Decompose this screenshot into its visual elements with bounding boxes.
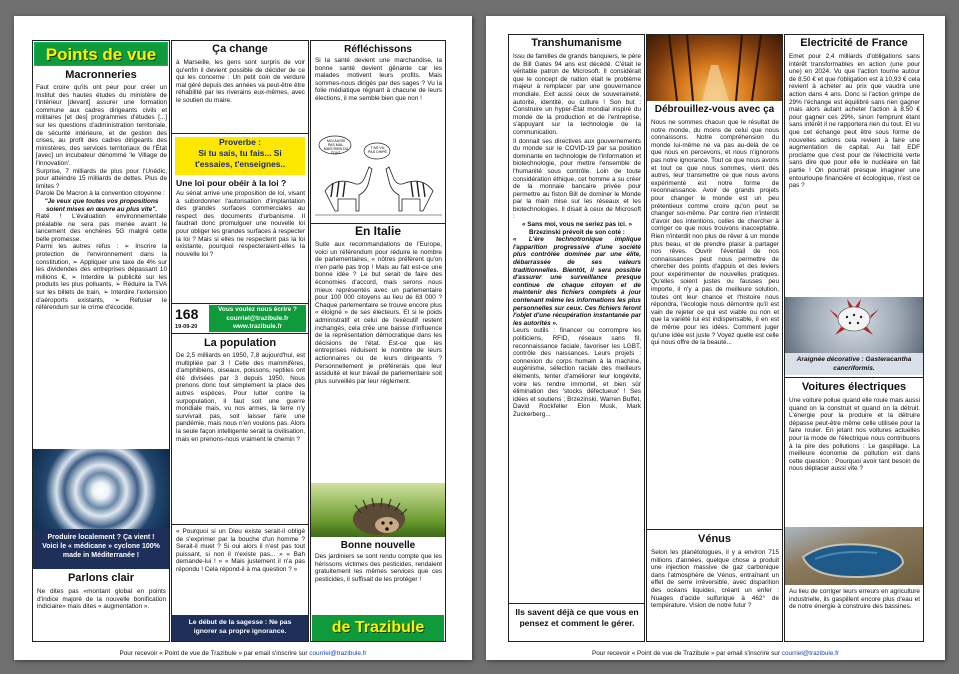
bonne-nouvelle-text: Des jardiniers se sont rendu compte que les hérissons victimes des pesticides, rendaient gratuitement les mêmes services que ces pesticides, il suffisait de les protéger ! — [315, 553, 442, 583]
left-footer-email-link[interactable]: courriel@trazibule.fr — [309, 650, 367, 657]
macronneries-p4: "Je veux que toutes vos propositions soient mises en œuvre au plus vite". — [44, 197, 159, 213]
ca-change-title: Ça change — [212, 43, 268, 55]
right-footer-text: Pour recevoir « Point de vue de Trazibule » par email s'inscrire sur — [591, 650, 780, 657]
macronneries-p2: Surprise, 7 milliards de plus pour l'Unédic, pour atteindre 15 milliards de dettes. Plus de limites ? — [36, 167, 167, 190]
loi-text: Au sénat arrive une proposition de loi, visant à subordonner l'autorisation d'implantation des grandes surfaces commerciales au respect des documents d'urbanisme. Il faudrait donc promulguer une nouvelle loi pour obliger les grandes surfaces à respecter la loi ? Mais si elles ne respectent pas la loi existante, pourquoi respecteraient-elles la nouvelle loi ? — [176, 190, 305, 258]
debrouillez-text: Nous ne sommes chacun que le résultat de notre monde, du moins de celui que nous connaissons. Notre compréhension du monde lui-même ne va pas au-delà de ce que nous en percevons, et nous n'ignorons pas notre ignorance. Tout ce que nous avons et tout ce que nous sommes, vient des autres, leur transmettre ce que nous avons expérimenté est notre forme de reconnaissance. Avoir de grands projets pour changer le monde est un peu prétentieux comme croire qu'on peut se changer soi-même. Par contre rien n'interdit d'avoir des intentions, celles de chercher à corriger ce que nous trouvons inacceptable. Rien n'interdit non plus de rêver à un monde plus beau, et de prendre plaisir à partager nos rêves. Ouvrir l'éventail de nos connaissances peut nous permettre de chercher des points d'appuis et des leviers pour expérimenter de nouvelles pratiques. Qu'elles soient justes ou fausses peu importe, il n'y a pas de meilleure solution, toutes ont leur chance et l'histoire nous répondra, l'écologie nous démontre qu'il est vain de rejeter ce qui est viable ou non et que la variété lui est indispensable, il en est de même pour les idées. Comment juger qu'une idée est juste ? Voyez quelle est celle qui nous offre de la beauté... — [651, 119, 779, 347]
debrouillez-title: Débrouillez-vous avec ça — [654, 104, 775, 115]
left-footer — [14, 650, 472, 657]
divider — [647, 529, 782, 530]
loi-title: Une loi pour obéir à la loi ? — [176, 178, 287, 188]
voitures-title: Voitures électriques — [801, 381, 907, 393]
sagesse-box: Le début de la sagesse : Ne pas ignorer sa propre ignorance. — [172, 615, 308, 641]
macronneries-p6: Parmi les autres refus : ➢ Inscrire la protection de l'environnement dans la constitution, ➢ Appliquer une taxe de 4% sur les dividendes des entreprises dépassant 10 millions €, ➢ Interdire la publicité sur les produits les plus polluants, ➢ Réduire la TVA sur les billets de train, ➢ Interdire l'extension d'aéroports existants, ➢ Refuser le référendum sur le crime d'écocide. — [36, 243, 167, 312]
italie-text: Suite aux recommandations de l'Europe, voici un référendum pour réduire le nombre de parlementaires, « nôtres préfèrent qu'on n'en parle pas trop ! Mais au fait est-ce une bonne idée ? Le but serait de faire des économies d'accord, mais serons nous mieux représentés avec un parlementaire pour 100 000 citoyens au lieu de 63 000 ? Chaque parlementaire se trouve encore plus « éloigné » de ses électeurs. Et si le poids administratif et celui de l'exécutif restent inchangés, cela crée une baisse d'influence de la représentation démocratique dans les décisions de l'état. Est-ce que les entreprises réduisent le nombre de leurs actionnaires ou de leurs dirigeants ? Personnellement je préférerais que leur assiduité et leur travail de parlementaire soit plus surveillés par leur règlement. — [315, 241, 442, 385]
reservoir-image — [785, 527, 923, 585]
autumn-trees-drawing — [647, 35, 782, 101]
spider-caption-text: Araignée décorative : Gasteracantha cancriformis. — [796, 356, 912, 372]
cyclone-caption: Produire localement ? Ça vient ! Voici le « médicane » cyclone 100% made in Méditerranée ! — [33, 529, 169, 569]
population-title: La population — [203, 337, 277, 349]
trans-p2: Il donnait ses directives aux gouvernements du monde sur le COVID-19 par sa position dominante en technologie de l'information et biotechnologie, pour mettre l'ensemble de l'humanité sous contrôle. Loin de toute considération éthique, cet homme a su créer de la monnaie bancaire privée pour permettre au fiston Bill de dominer le Monde par la main mise sur les réseaux et les biotechnologies. Il disait à ceux de Microsoft : — [513, 137, 641, 221]
right-footer-email-link[interactable]: courriel@trazibule.fr — [781, 650, 840, 657]
macronneries-p5: Raté ! L'évaluation environnementale préalable ne sera pas menée avant le lancement des enchères 5G malgré cette belle promesse. — [36, 213, 167, 243]
banner-trazibule — [312, 615, 444, 641]
issue-email-link[interactable]: courriel@trazibule.fr — [226, 314, 289, 322]
venus-text: Selon les planétologues, il y a environ 715 millions d'années, quelque chose a produit une injection massive de gaz carbonique dans l'atmosphère de Vénus, entraînant un effet de serre irréversible, avec disparition des océans liquides, créant un enfer : Nuages d'acide sulfurique à 462° de température. Vision de notre futur ? — [651, 549, 779, 610]
proverbe-text: Si tu sais, tu fais... Si t'essaies, t'enseignes.. — [194, 148, 286, 169]
left-column-1 — [32, 40, 170, 642]
edf-text: Emet pour 2,4 milliards d'obligations sans intérêt transformables en action (une pour une) en 2024. Vu que l'action tourne autour de 8.50 € et que l'obligation est à 10,93 € cela revient à acheter au prix que vaudra une action dans 4 ans. Donc si l'action grimpe de 29% l'échange est équilibré sans rien gagner mais alors autant acheter l'action à 8.50 € pour gagner ces 29%, sinon l'emprunt étant sans intérêt il ne rapportera rien du tout. Et vu que cet échange peut être sous forme de nouvelles actions cela revient à faire une augmentation de capital. Au fait EDF proclame que c'est pour de l'électricité verte sans dire que pour elle le nucléaire en fait partie ! On pourrait presque imaginer une entourloupe financière et écologique, n'est ce pas ? — [789, 53, 920, 190]
ca-change-text: à Marseille, les gens sont surpris de voir qu'enfin il devient possible de décider de ce qui les concerne : Un petit coin de verdure mal géré depuis des années va peut-être être réhabilité par les riverains eux-mêmes, avec le soutien du maire. — [176, 59, 305, 104]
spider-image — [785, 297, 923, 353]
issue-date: 19-09-20 — [175, 324, 198, 330]
divider — [509, 603, 644, 604]
trans-p4: « L'ère technotronique implique l'apparition progressive d'une société plus contrôlée dominée par une élite, débarrassée de ses valeurs traditionnelles. Bientôt, il sera possible d'assurer une surveillance presque continue de chaque citoyen et de maintenir des fichiers complets à jour contenant même les informations les plus personnelles sur ceux. Ces fichiers feront l'objet d'une récupération instantanée par les autorités ». — [513, 236, 641, 327]
reflechissons-text: Si la santé devient une marchandise, la bonne santé devient gênante car les malades motivent leurs profits. Mais sommes-nous dirigés par des sages ? Vu la folie médiatique régnant à chacune de leurs élections, il me semble bien que non ! — [315, 57, 442, 102]
cyclone-image — [33, 449, 169, 529]
left-column-3 — [310, 40, 446, 642]
reflechissons-title: Réfléchissons — [344, 44, 412, 55]
divider — [172, 524, 308, 525]
divider — [172, 133, 308, 134]
banner-points-de-vue — [34, 42, 168, 66]
hedgehog-image — [311, 483, 445, 537]
left-column-2 — [171, 40, 309, 642]
proverbe-box — [175, 137, 305, 175]
macronneries-p1: Faut croire qu'ils ont peur pour créer un Institut des hautes études du ministère de l'intérieur [devant] assurer une formation commune aux cadres dirigeants civils et militaires [et des] programmes d'études [...] sur les questions d'administration territoriale, de sécurité intérieure, et de gestion des crises, au profit des cadres dirigeants des ministères, des services territoriaux de l'État [avec] un incubateur dénommé 'le Village de l'innovation'. — [36, 84, 167, 167]
bassines-text: Au lieu de corriger leurs erreurs en agriculture industrielle, ils gaspillent encore plus d'eau et de notre énergie à construire des bassines. — [789, 588, 920, 611]
reservoir-drawing — [785, 527, 923, 585]
divider — [785, 377, 923, 378]
left-page — [14, 16, 472, 660]
transhumanisme-title: Transhumanisme — [531, 37, 622, 49]
autumn-path-image — [647, 35, 782, 101]
macronneries-p3: Parole De Macron à la convention citoyenne : — [36, 190, 165, 198]
write-us-box — [209, 305, 306, 332]
edf-title: Electricité de France — [800, 37, 908, 49]
speech-bubble-2: T'AS VU, PAS CHIPÉ. — [368, 146, 388, 154]
hedgehog-drawing — [311, 483, 445, 537]
macronneries-title: Macronneries — [65, 69, 137, 81]
left-footer-text: Pour recevoir « Point de vue de Trazibule » par email s'inscrire sur — [119, 650, 308, 657]
population-text: De 2,5 milliards en 1950, 7,8 aujourd'hui, est multipliée par 3 ! Celle des mammifères, d'amphibiens, oiseaux, poissons, reptiles ont été divisées par 3 depuis 1950. Nous prenons donc tout simplement la place des autres espèces. Pour lutter contre la surpopulation, il faut soit une guerre mondiale mais, vu nos armes, la terre n'y survivrait pas, soit laisser faire une pandémie, mais nous n'en voulons pas. Alors la seule façon intelligente serait la civilisation, mais en prenons-nous vraiment le chemin ? — [176, 352, 305, 443]
right-footer — [486, 650, 945, 657]
macronneries-text — [36, 84, 167, 446]
issue-number: 168 — [175, 306, 199, 322]
trans-p5: Leurs outils : financer ou corrompre les politiciens, RFID, réseaux sans fil, reconnaissance faciale, favoriser les LGBT, contrôle des naissances. Leurs projets : connexion du corps humain à la machine, eugénisme, sélection raciale des meilleurs éléments, tenter d'améliorer leur longévité, voire les rendre immortel, et bien sûr élimination des 'stocks défectueux' ! Ses idées et soutiens ; Brzezinski, Warren Buffet, David Rockfeller Elon Musk, Mark Zuckerberg... — [513, 327, 641, 418]
trans-p1: Issu de familles de grands banquiers, le père de Bill Gates 94 ans est décédé. C'était le véritable patron de Microsoft. Il considérait que le concept de nation était le problème majeur à remplacer par une gouvernance mondiale. Exit aussi ceux de souveraineté, autorité, identité, ou culture ! Son but : Construire un hyper-État mondial inspiré du monde de la production et de l'entreprise, s'appuyant sur la technologie de la communication. — [513, 53, 641, 136]
write-us-label: Vous voulez nous écrire ? — [218, 306, 297, 313]
parlons-clair-title: Parlons clair — [67, 572, 135, 584]
transhumanisme-quote: Ils savent déjà ce que vous en pensez et comment le gérer. — [515, 607, 639, 628]
italie-title: En Italie — [354, 224, 401, 238]
transhumanisme-text — [513, 53, 641, 603]
banner-title: Points de vue — [45, 45, 157, 64]
venus-title: Vénus — [697, 533, 731, 545]
zebra-cartoon — [315, 131, 442, 219]
right-column-2 — [646, 34, 783, 642]
spider-drawing — [785, 297, 923, 353]
bonne-nouvelle-title: Bonne nouvelle — [340, 540, 416, 551]
spider-caption — [785, 353, 923, 375]
right-column-3 — [784, 34, 924, 642]
parlons-clair-text: Ne dites pas «montant global en points d'indice majoré de la nouvelle bonification indiciaire» mais dites « augmentation ». — [37, 588, 166, 611]
issue-box — [172, 304, 308, 334]
proverbe-title: Proverbe : — [218, 137, 262, 147]
issue-site-link[interactable]: www.trazibule.fr — [232, 323, 283, 331]
trans-p3: « Sans moi, vous ne seriez pas ici. » Brzezinski prévoit de son coté : — [521, 221, 633, 236]
right-page — [486, 16, 945, 660]
right-column-1 — [508, 34, 645, 642]
voitures-text: Une voiture pollue quand elle roule mais aussi quand on la construit et quand on la détruit. L'énergie pour la produire et la détruire dépasse peut-être même celle utilisée pour la faire rouler. En jetant nos voitures actuelles pour la mode de l'électrique nous contribuons à la pire des pollutions : Le gaspillage. La meilleure économie de pollution est dans cette question : Pourquoi avoir tant besoin de nous déplacer aussi vite ? — [789, 397, 920, 473]
speech-bubble-1: MOI AUSSI PAS MAL, MAIS RIEN DU TOUT. — [323, 139, 349, 155]
dieu-text: « Pourquoi si un Dieu existe serait-il obligé de s'exprimer par la bouche d'un homme ? Serait-il muet ? Si oui alors il n'est pas tout puissant, si non il n'existe pas... » « Bah demande-lui ! » « Mais justement il n'a pas répondu ! Cela répond-il à ma question ? » — [176, 528, 305, 573]
banner-bottom-title: de Trazibule — [331, 619, 425, 636]
